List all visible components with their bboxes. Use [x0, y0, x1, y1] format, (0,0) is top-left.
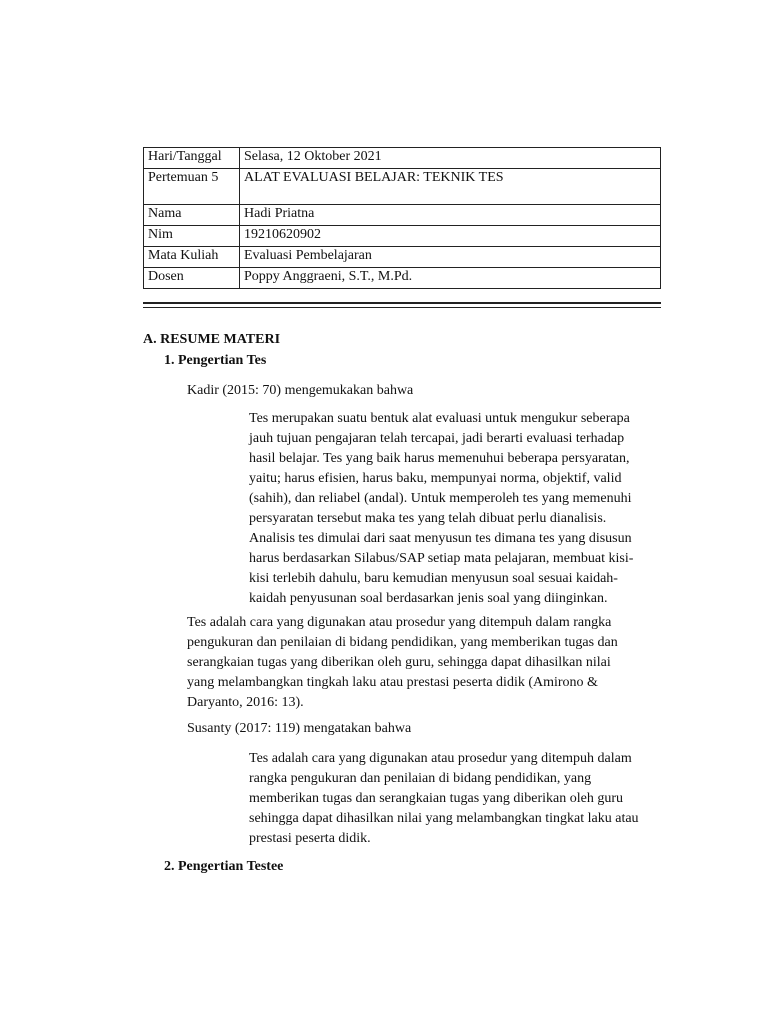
quote-line: jauh tujuan pengajaran telah tercapai, jadi berarti evaluasi terhadap — [249, 431, 625, 446]
table-cell-key: Dosen — [144, 268, 240, 289]
paragraph-line: Daryanto, 2016: 13). — [187, 695, 304, 710]
table-cell-key: Mata Kuliah — [144, 247, 240, 268]
quote-line: rangka pengukuran dan penilaian di bidang pendidikan, yang — [249, 771, 592, 786]
quote-line: persyaratan tersebut maka tes yang telah dibuat perlu dianalisis. — [249, 511, 607, 526]
section-heading: A. RESUME MATERI — [143, 332, 281, 347]
quote-line: harus berdasarkan Silabus/SAP setiap mata pelajaran, membuat kisi- — [249, 551, 634, 566]
double-rule-thick — [143, 302, 661, 304]
paragraph-line: serangkaian tugas yang diberikan oleh guru, sehingga dapat dihasilkan nilai — [187, 655, 611, 670]
table-cell-key: Hari/Tanggal — [144, 148, 240, 169]
quote-line: yaitu; harus efisien, harus baku, mempunyai norma, objektif, valid — [249, 471, 622, 486]
subsection-heading: 2. Pengertian Testee — [164, 859, 284, 874]
table-row — [144, 247, 661, 268]
table-row — [144, 169, 661, 205]
quote-line: (sahih), dan reliabel (andal). Untuk memperoleh tes yang memenuhi — [249, 491, 632, 506]
paragraph-line: pengukuran dan penilaian di bidang pendidikan, yang memberikan tugas dan — [187, 635, 618, 650]
table-row — [144, 268, 661, 289]
table-cell-value: Poppy Anggraeni, S.T., M.Pd. — [240, 268, 661, 289]
quote-line: Tes adalah cara yang digunakan atau prosedur yang ditempuh dalam — [249, 751, 632, 766]
quote-line: kisi terlebih dahulu, baru kemudian menyusun soal sesuai kaidah- — [249, 571, 618, 586]
info-table — [143, 147, 661, 289]
table-row — [144, 205, 661, 226]
double-rule-thin — [143, 307, 661, 308]
paragraph-line: yang melambangkan tingkah laku atau prestasi peserta didik (Amirono & — [187, 675, 598, 690]
table-cell-value: Hadi Priatna — [240, 205, 661, 226]
paragraph-intro: Susanty (2017: 119) mengatakan bahwa — [187, 721, 412, 736]
table-row — [144, 226, 661, 247]
quote-line: sehingga dapat dihasilkan nilai yang melambangkan tingkat laku atau — [249, 811, 639, 826]
quote-line: prestasi peserta didik. — [249, 831, 371, 846]
paragraph-line: Tes adalah cara yang digunakan atau prosedur yang ditempuh dalam rangka — [187, 615, 612, 630]
quote-line: Tes merupakan suatu bentuk alat evaluasi untuk mengukur seberapa — [249, 411, 630, 426]
paragraph-intro: Kadir (2015: 70) mengemukakan bahwa — [187, 383, 414, 398]
quote-line: hasil belajar. Tes yang baik harus memenuhui beberapa persyaratan, — [249, 451, 630, 466]
quote-line: Analisis tes dimulai dari saat menyusun tes dimana tes yang disusun — [249, 531, 632, 546]
quote-line: memberikan tugas dan serangkaian tugas yang diberikan oleh guru — [249, 791, 623, 806]
table-cell-value: Evaluasi Pembelajaran — [240, 247, 661, 268]
table-cell-key: Pertemuan 5 — [144, 169, 240, 205]
table-cell-key: Nama — [144, 205, 240, 226]
quote-line: kaidah penyusunan soal berdasarkan jenis soal yang diinginkan. — [249, 591, 608, 606]
table-cell-value: Selasa, 12 Oktober 2021 — [240, 148, 661, 169]
table-cell-value: ALAT EVALUASI BELAJAR: TEKNIK TES — [240, 169, 661, 205]
block-quote — [249, 749, 661, 849]
subsection-heading: 1. Pengertian Tes — [164, 353, 267, 368]
table-cell-value: 19210620902 — [240, 226, 661, 247]
table-row — [144, 148, 661, 169]
block-quote — [249, 409, 661, 609]
table-cell-key: Nim — [144, 226, 240, 247]
paragraph — [187, 613, 661, 713]
